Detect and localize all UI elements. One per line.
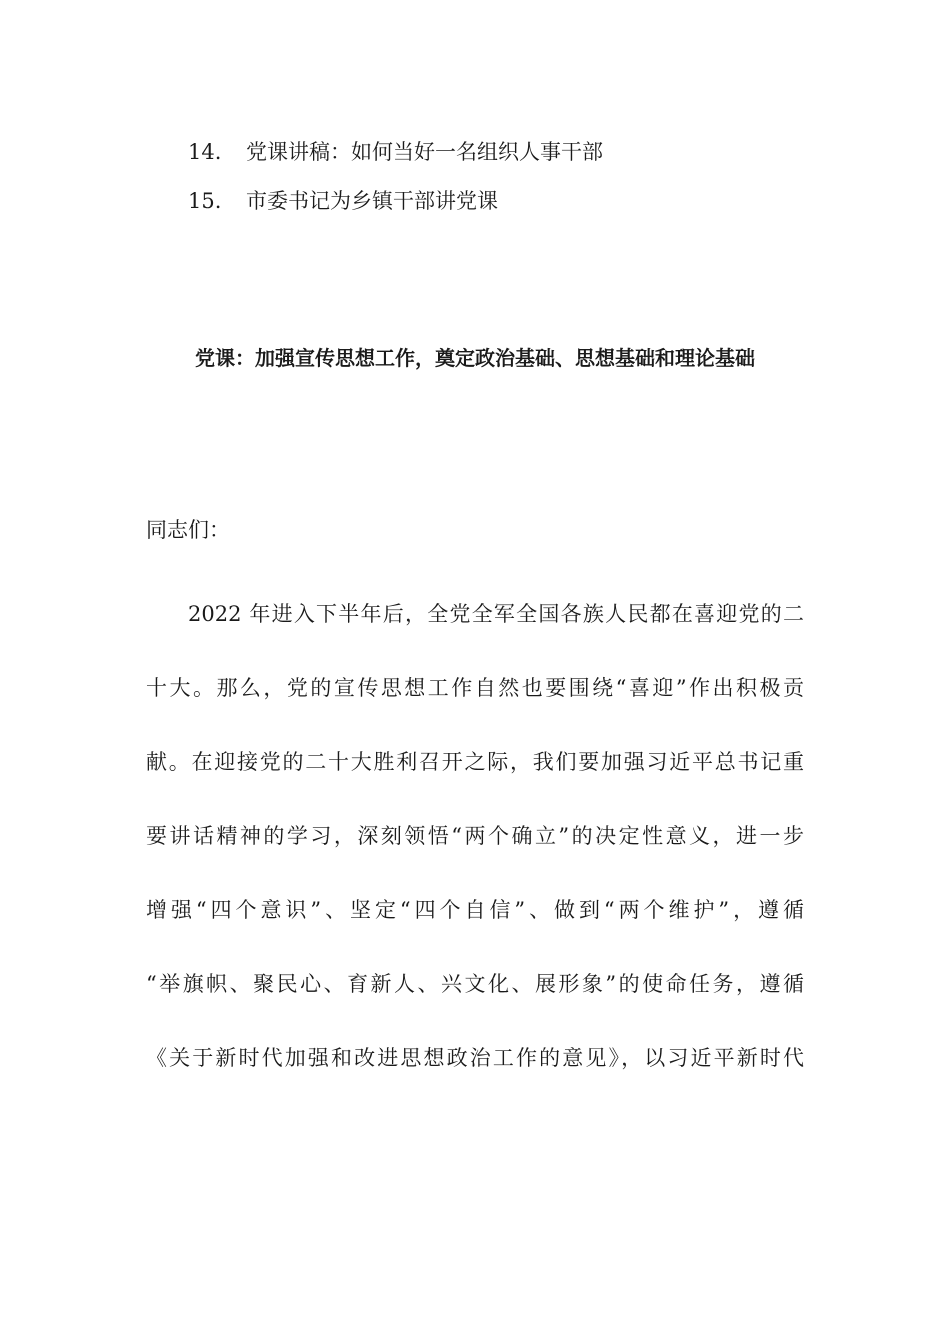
- toc-item: [188, 140, 603, 164]
- body-line: 十大。那么，党的宣传思想工作自然也要围绕“喜迎”作出积极贡: [146, 676, 804, 700]
- body-line: 《关于新时代加强和改进思想政治工作的意见》，以习近平新时代: [146, 1046, 804, 1070]
- body-line: 要讲话精神的学习，深刻领悟“两个确立”的决定性意义，进一步: [146, 824, 804, 848]
- toc-item-number: 14.: [188, 140, 222, 164]
- toc-item-text: 党课讲稿：如何当好一名组织人事干部: [246, 140, 603, 164]
- toc-item-number: 15.: [188, 189, 222, 213]
- body-line: 2022 年进入下半年后，全党全军全国各族人民都在喜迎党的二: [188, 602, 804, 626]
- body-line: “举旗帜、聚民心、育新人、兴文化、展形象”的使命任务，遵循: [146, 972, 804, 996]
- toc-item-text: 市委书记为乡镇干部讲党课: [246, 189, 498, 213]
- body-line: 献。在迎接党的二十大胜利召开之际，我们要加强习近平总书记重: [146, 750, 804, 774]
- toc-item: [188, 189, 498, 213]
- body-line: 增强“四个意识”、坚定“四个自信”、做到“两个维护”，遵循: [146, 898, 804, 922]
- document-title: 党课：加强宣传思想工作，奠定政治基础、思想基础和理论基础: [195, 346, 755, 370]
- salutation: 同志们：: [146, 518, 230, 542]
